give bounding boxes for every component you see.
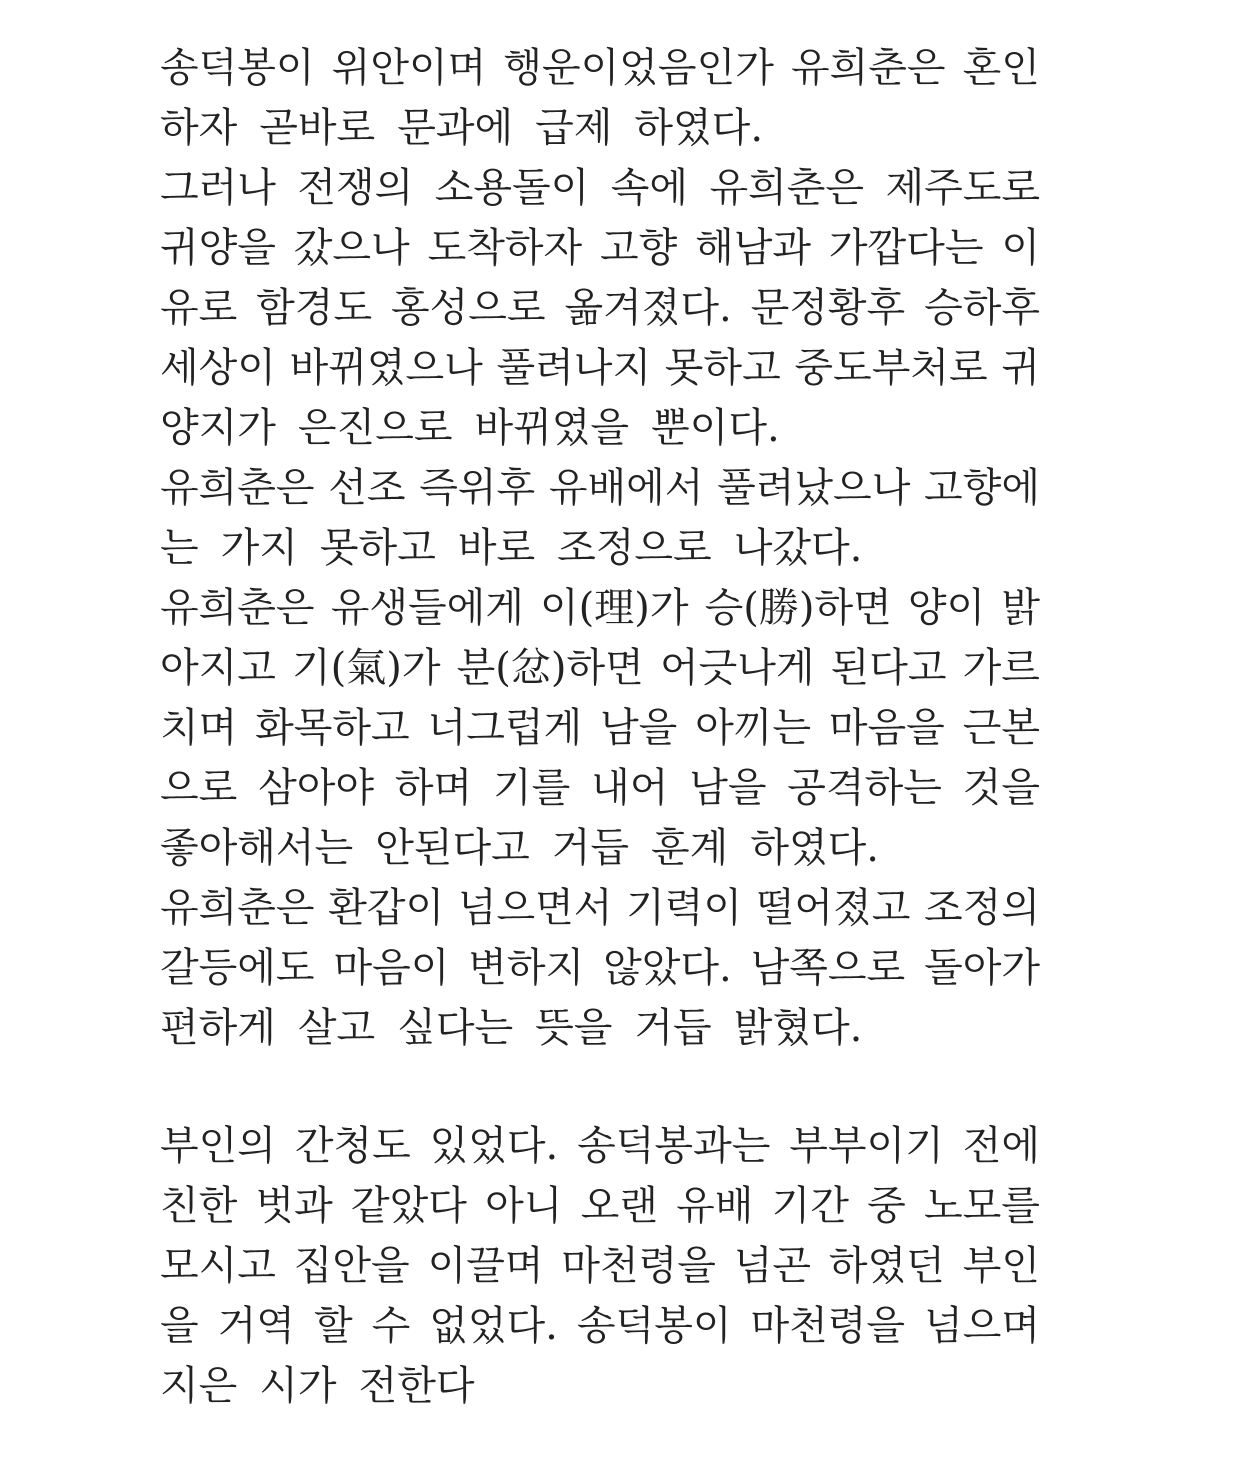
word: 승하후 — [924, 285, 1040, 331]
word: 은진으로 — [297, 405, 453, 451]
word: 거듭 — [634, 1005, 712, 1051]
text-line — [160, 398, 1040, 458]
word: 속에 — [610, 165, 688, 211]
text-line — [160, 458, 1040, 518]
text-line — [160, 1356, 1040, 1416]
word: 풀려났으나 — [717, 465, 911, 511]
word: 양이 — [907, 585, 986, 631]
word: 는 — [160, 525, 199, 571]
paragraph — [160, 38, 1040, 158]
word: 거듭 — [551, 825, 630, 871]
word: 유배 — [676, 1183, 754, 1229]
word: 가깝다는 — [828, 225, 984, 271]
word: 마음을 — [828, 705, 945, 751]
word: 즉위후 — [419, 465, 536, 511]
word: 않았다. — [603, 945, 732, 991]
paragraph — [160, 158, 1040, 458]
word: 갔으나 — [293, 225, 410, 271]
word: 승(勝)하면 — [704, 585, 892, 631]
word: 너그럽게 — [427, 705, 583, 751]
word: 부부이기 — [789, 1123, 944, 1169]
text-line — [160, 878, 1040, 938]
word: 내어 — [591, 765, 669, 811]
word: 편하게 — [160, 1005, 276, 1051]
word: 해남과 — [695, 225, 812, 271]
word: 하며 — [394, 765, 473, 811]
word: 그러나 — [160, 165, 276, 211]
word: 안된다고 — [375, 825, 530, 871]
word: 유배에서 — [548, 465, 704, 511]
word: 전쟁의 — [297, 165, 414, 211]
word: 아니 — [485, 1183, 563, 1229]
word: 함경도 — [256, 285, 373, 331]
word: 노모를 — [924, 1183, 1040, 1229]
word: 조정으로 — [557, 525, 712, 571]
word: 중 — [867, 1183, 906, 1229]
word: 남쪽으로 — [750, 945, 906, 991]
word: 하자 — [160, 105, 238, 151]
word: 송덕봉이 — [576, 1303, 732, 1349]
word: 옮겨졌다. — [564, 285, 732, 331]
word: 같았다 — [351, 1183, 467, 1229]
word: 바로 — [457, 525, 536, 571]
word: 고향에 — [924, 465, 1040, 511]
word: 변하지 — [468, 945, 585, 991]
paragraph — [160, 578, 1040, 878]
text-line — [160, 158, 1040, 218]
text-line — [160, 38, 1040, 98]
word: 중도부처로 — [794, 345, 988, 391]
word: 이(理)가 — [540, 585, 689, 631]
text-line — [160, 758, 1040, 818]
word: 급제 — [535, 105, 613, 151]
word: 으로 — [160, 765, 238, 811]
word: 이 — [1001, 225, 1040, 271]
word: 제주도로 — [885, 165, 1040, 211]
word: 떨어졌고 — [755, 885, 911, 931]
word: 밝혔다. — [733, 1005, 863, 1051]
word: 하였다. — [750, 825, 879, 871]
word: 유로 — [160, 285, 238, 331]
word: 못하고 — [319, 525, 436, 571]
word: 유생들에게 — [330, 585, 524, 631]
word: 행운이었음인가 — [503, 45, 774, 91]
word: 혼인 — [962, 45, 1040, 91]
word: 좋아해서는 — [160, 825, 354, 871]
word: 시가 — [259, 1363, 337, 1409]
word: 문과에 — [397, 105, 514, 151]
word: 있었다. — [429, 1123, 559, 1169]
word: 이끌며 — [427, 1243, 544, 1289]
word: 부인의 — [160, 1123, 276, 1169]
text-line — [160, 698, 1040, 758]
word: 것을 — [962, 765, 1040, 811]
word: 유희춘은 — [790, 45, 946, 91]
word: 선조 — [328, 465, 406, 511]
word: 거역 — [217, 1303, 295, 1349]
word: 집안을 — [293, 1243, 410, 1289]
word: 기(氣)가 — [292, 645, 441, 691]
word: 기를 — [492, 765, 571, 811]
paragraph — [160, 1116, 1040, 1416]
word: 마천령을 — [750, 1303, 906, 1349]
word: 어긋나게 — [659, 645, 815, 691]
word: 환갑이 — [328, 885, 445, 931]
text-line — [160, 998, 1040, 1058]
word: 전한다 — [358, 1363, 475, 1409]
word: 넘으면서 — [457, 885, 613, 931]
word: 오랜 — [580, 1183, 658, 1229]
word: 기력이 — [626, 885, 743, 931]
word: 아끼는 — [695, 705, 812, 751]
word: 마천령을 — [561, 1243, 716, 1289]
text-line — [160, 578, 1040, 638]
word: 전에 — [962, 1123, 1040, 1169]
word: 된다고 — [830, 645, 947, 691]
word: 치며 — [160, 705, 238, 751]
word: 홍성으로 — [390, 285, 546, 331]
text-line — [160, 818, 1040, 878]
word: 공격하는 — [787, 765, 942, 811]
word: 넘으며 — [924, 1303, 1040, 1349]
word: 삼아야 — [258, 765, 375, 811]
word: 수 — [371, 1303, 411, 1349]
text-line — [160, 1176, 1040, 1236]
word: 돌아가 — [924, 945, 1040, 991]
word: 밝 — [1001, 585, 1040, 631]
text-line — [160, 1236, 1040, 1296]
word: 소용돌이 — [434, 165, 590, 211]
word: 없었다. — [429, 1303, 558, 1349]
word: 싶다는 — [397, 1005, 514, 1051]
text-line — [160, 338, 1040, 398]
word: 훈계 — [651, 825, 729, 871]
word: 부인 — [962, 1243, 1040, 1289]
word: 송덕봉이 — [160, 45, 315, 91]
paragraph — [160, 458, 1040, 578]
word: 화목하고 — [255, 705, 410, 751]
body-text — [160, 38, 1040, 1416]
word: 지은 — [160, 1363, 238, 1409]
paragraph — [160, 878, 1040, 1058]
word: 기간 — [771, 1183, 849, 1229]
word: 위안이며 — [331, 45, 487, 91]
word: 송덕봉과는 — [577, 1123, 771, 1169]
word: 귀양을 — [160, 225, 276, 271]
word: 넘곤 — [733, 1243, 812, 1289]
word: 하였다. — [634, 105, 764, 151]
word: 문정황후 — [750, 285, 906, 331]
word: 유희춘은 — [160, 885, 315, 931]
word: 가르 — [962, 645, 1040, 691]
word: 유희춘은 — [709, 165, 864, 211]
word: 벗과 — [255, 1183, 333, 1229]
word: 갈등에도 — [160, 945, 315, 991]
word: 뿐이다. — [651, 405, 780, 451]
word: 마음이 — [333, 945, 450, 991]
text-line — [160, 1296, 1040, 1356]
word: 아지고 — [160, 645, 276, 691]
word: 유희춘은 — [160, 465, 315, 511]
paragraph-gap — [160, 1058, 1040, 1116]
word: 근본 — [962, 705, 1040, 751]
word: 간청도 — [294, 1123, 411, 1169]
text-line — [160, 278, 1040, 338]
word: 못하고 — [664, 345, 781, 391]
word: 남을 — [599, 705, 678, 751]
word: 도착하자 — [427, 225, 583, 271]
word: 바뀌였으나 — [289, 345, 483, 391]
word: 할 — [313, 1303, 353, 1349]
word: 가지 — [220, 525, 298, 571]
word: 친한 — [160, 1183, 238, 1229]
word: 조정의 — [924, 885, 1040, 931]
word: 나갔다. — [733, 525, 863, 571]
word: 모시고 — [160, 1243, 276, 1289]
word: 곧바로 — [259, 105, 376, 151]
word: 남을 — [689, 765, 767, 811]
word: 귀 — [1001, 345, 1040, 391]
word: 고향 — [599, 225, 678, 271]
text-line — [160, 938, 1040, 998]
text-line — [160, 518, 1040, 578]
word: 뜻을 — [535, 1005, 613, 1051]
text-line — [160, 1116, 1040, 1176]
word: 풀려나지 — [496, 345, 652, 391]
text-line — [160, 218, 1040, 278]
word: 을 — [160, 1303, 199, 1349]
word: 분(忿)하면 — [456, 645, 644, 691]
word: 하였던 — [828, 1243, 945, 1289]
text-line — [160, 98, 1040, 158]
word: 바뀌였을 — [474, 405, 630, 451]
text-line — [160, 638, 1040, 698]
word: 살고 — [297, 1005, 376, 1051]
word: 유희춘은 — [160, 585, 315, 631]
word: 세상이 — [160, 345, 276, 391]
word: 양지가 — [160, 405, 276, 451]
